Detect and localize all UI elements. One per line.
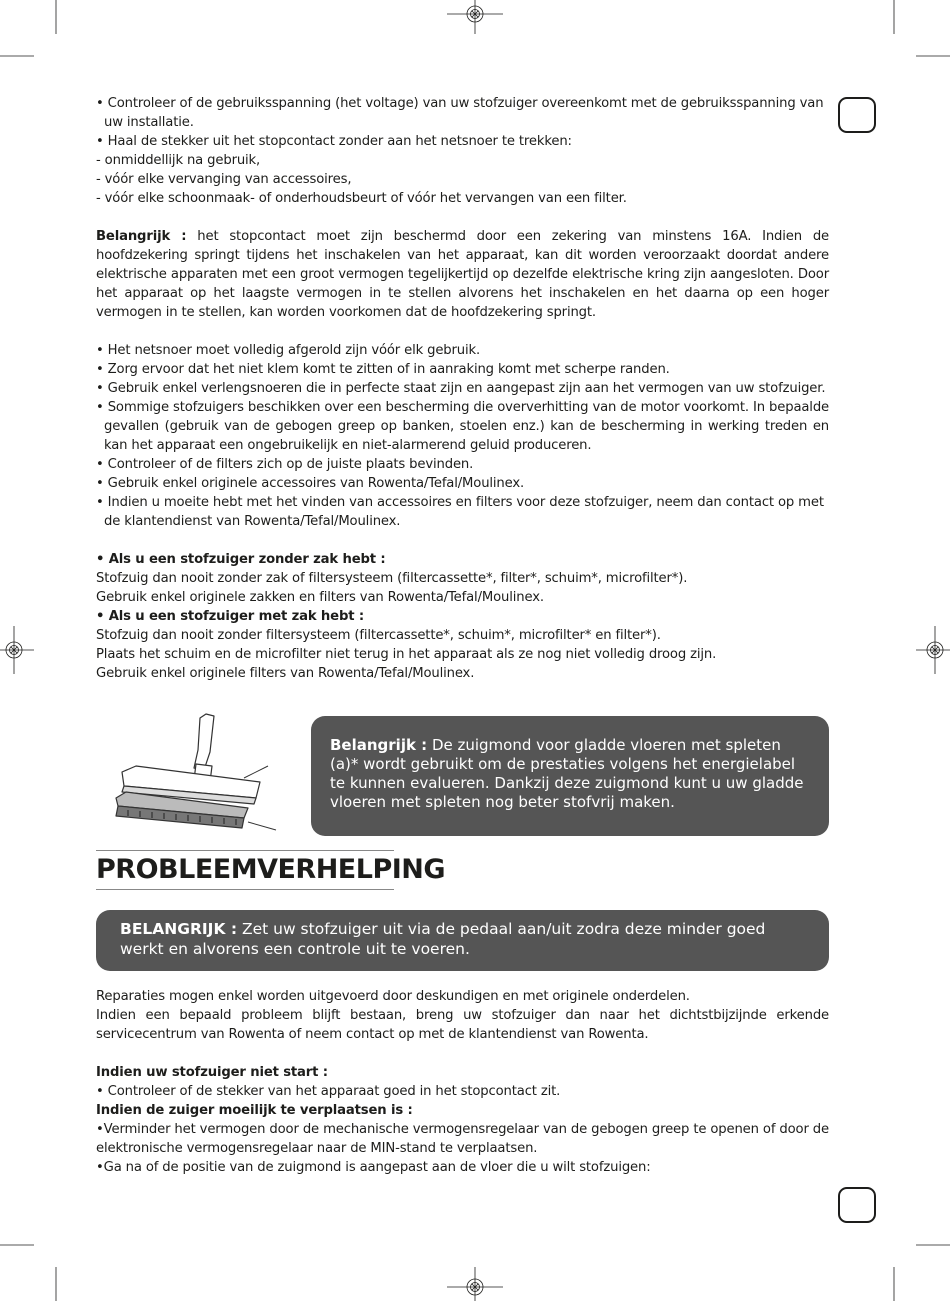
fuse-warning xyxy=(96,227,829,322)
section-title: PROBLEEMVERHELPING xyxy=(96,850,394,890)
unplug-subitem: - vóór elke vervanging van accessoires, xyxy=(96,172,352,187)
list-item: • Zorg ervoor dat het niet klem komt te zitten of in aanraking komt met scherpe randen. xyxy=(96,362,670,377)
nozzle-note-label: Belangrijk : xyxy=(330,736,428,754)
safety-text xyxy=(96,94,829,683)
list-item: • Het netsnoer moet volledig afgerold zijn vóór elk gebruik. xyxy=(96,343,481,358)
fuse-warning-text: het stopcontact moet zijn beschermd door een zekering van minstens 16A. Indien de hoofdzekering springt tijdens het inschakelen van het apparaat, kan dit worden veroorzaakt doordat andere elektrische apparaten met een groot vermogen tegelijkertijd op dezelfde elektrische kring zijn aangesloten. Door het apparaat op het laagste vermogen in te stellen alvorens het inschakelen en het daarna op een hoger vermogen in te stellen, kan worden voorkomen dat de hoofdzekering springt. xyxy=(96,229,829,320)
bag-text: Plaats het schuim en de microfilter niet terug in het apparaat als ze nog niet volledig droog zijn. xyxy=(96,647,717,662)
bag-text: Stofzuig dan nooit zonder filtersysteem (filtercassette*, schuim*, microfilter* en filter*). xyxy=(96,628,661,643)
no-start-heading: Indien uw stofzuiger niet start : xyxy=(96,1065,328,1080)
bag-heading: • Als u een stofzuiger met zak hebt : xyxy=(96,609,364,624)
list-item: • Controleer of de filters zich op de juiste plaats bevinden. xyxy=(96,457,474,472)
pedal-note-label: BELANGRIJK : xyxy=(120,920,238,938)
troubleshooting-text xyxy=(96,987,829,1177)
hard-move-heading: Indien de zuiger moeilijk te verplaatsen is : xyxy=(96,1103,413,1118)
unplug-item: • Haal de stekker uit het stopcontact zonder aan het netsnoer te trekken: xyxy=(96,134,572,149)
nozzle-note-text: De zuigmond voor gladde vloeren met spleten (a)* wordt gebruikt om de prestaties volgens het energielabel te kunnen evalueren. Dankzij deze zuigmond kunt u uw gladde vloeren met spleten nog beter stofvrij maken. xyxy=(330,736,804,811)
registration-mark-bottom xyxy=(447,1267,503,1301)
registration-mark-top xyxy=(447,0,503,34)
fuse-warning-label: Belangrijk : xyxy=(96,229,187,244)
bagless-heading: • Als u een stofzuiger zonder zak hebt : xyxy=(96,552,386,567)
bag-text: Gebruik enkel originele filters van Rowenta/Tefal/Moulinex. xyxy=(96,666,475,681)
pedal-note-text: Zet uw stofzuiger uit via de pedaal aan/uit zodra deze minder goed werkt en alvorens een controle uit te voeren. xyxy=(120,920,766,958)
repairs-text: Indien een bepaald probleem blijft bestaan, breng uw stofzuiger dan naar het dichtstbijzijnde erkende servicecentrum van Rowenta of neem contact op met de klantendienst van Rowenta. xyxy=(96,1008,829,1042)
no-start-item: • Controleer of de stekker van het apparaat goed in het stopcontact zit. xyxy=(96,1084,561,1099)
hard-move-item: •Ga na of de positie van de zuigmond is aangepast aan de vloer die u wilt stofzuigen: xyxy=(96,1160,651,1175)
list-item: • Sommige stofzuigers beschikken over een bescherming die oververhitting van de motor voorkomt. In bepaalde gevallen (gebruik van de gebogen greep op banken, stoelen enz.) kan de bescherming in werking treden en kan het apparaat een ongebruikelijk en niet-alarmerend geluid produceren. xyxy=(96,400,829,453)
pedal-important-note xyxy=(96,910,829,971)
list-item: • Gebruik enkel verlengsnoeren die in perfecte staat zijn en aangepast zijn aan het vermogen van uw stofzuiger. xyxy=(96,381,826,396)
voltage-check-item: • Controleer of de gebruiksspanning (het voltage) van uw stofzuiger overeenkomt met de gebruiksspanning van uw installatie. xyxy=(96,96,824,130)
repairs-text: Reparaties mogen enkel worden uitgevoerd door deskundigen en met originele onderdelen. xyxy=(96,989,690,1004)
unplug-subitem: - onmiddellijk na gebruik, xyxy=(96,153,261,168)
unplug-subitem: - vóór elke schoonmaak- of onderhoudsbeurt of vóór het vervangen van een filter. xyxy=(96,191,627,206)
bagless-text: Stofzuig dan nooit zonder zak of filtersysteem (filtercassette*, filter*, schuim*, microfilter*). xyxy=(96,571,688,586)
floor-nozzle-illustration xyxy=(110,712,282,836)
list-item: • Gebruik enkel originele accessoires van Rowenta/Tefal/Moulinex. xyxy=(96,476,525,491)
hard-move-item: •Verminder het vermogen door de mechanische vermogensregelaar van de gebogen greep te openen of door de elektronische vermogensregelaar naar de MIN-stand te verplaatsen. xyxy=(96,1122,829,1156)
language-tab-bottom xyxy=(838,1187,876,1223)
nozzle-important-note xyxy=(311,716,829,836)
registration-mark-left xyxy=(0,626,34,674)
language-tab-top xyxy=(838,97,876,133)
list-item: • Indien u moeite hebt met het vinden van accessoires en filters voor deze stofzuiger, neem dan contact op met de klantendienst van Rowenta/Tefal/Moulinex. xyxy=(96,495,824,529)
bagless-text: Gebruik enkel originele zakken en filters van Rowenta/Tefal/Moulinex. xyxy=(96,590,544,605)
registration-mark-right xyxy=(916,626,950,674)
